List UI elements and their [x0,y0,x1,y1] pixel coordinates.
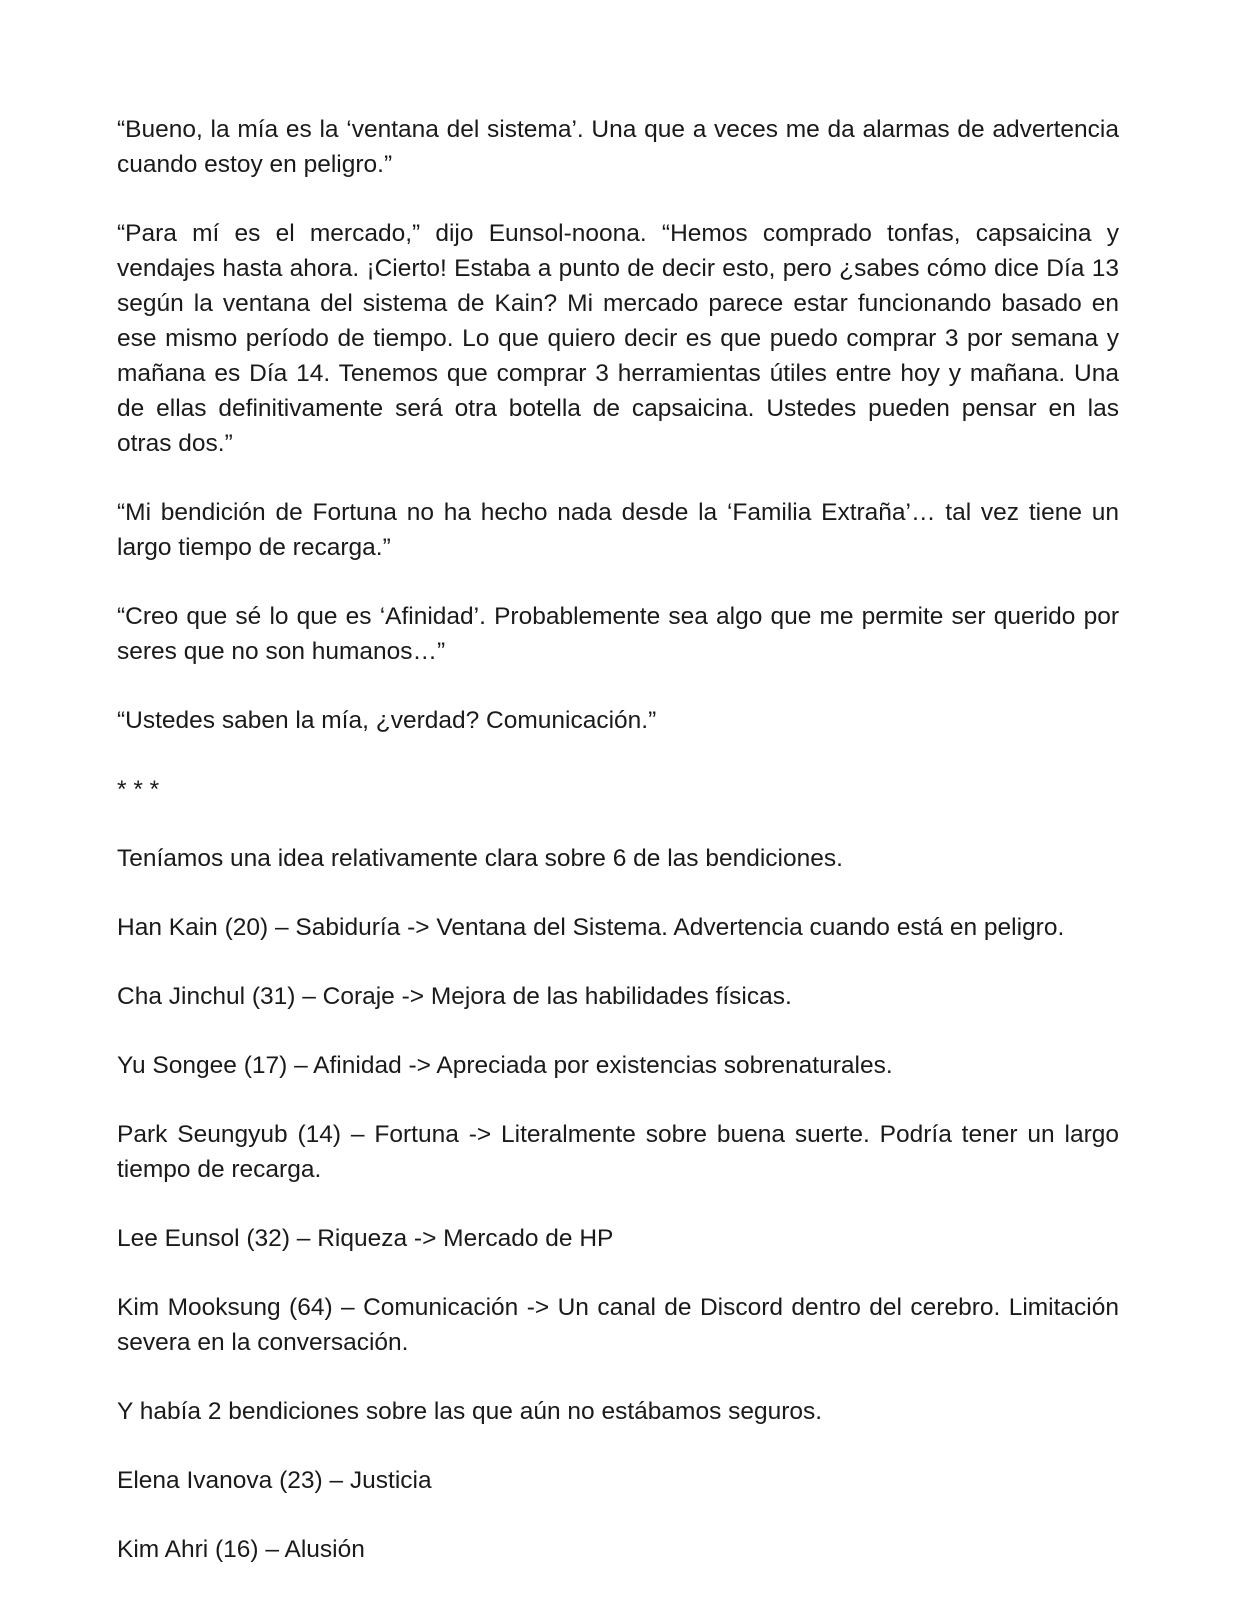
blessing-entry-park-seungyub: Park Seungyub (14) – Fortuna -> Literalmente sobre buena suerte. Podría tener un largo tiempo de recarga. [117,1121,1119,1183]
paragraph-narration-uncertain: Y había 2 bendiciones sobre las que aún no estábamos seguros. [117,1398,823,1425]
paragraph-dialogue-market: “Para mí es el mercado,” dijo Eunsol-noona. “Hemos comprado tonfas, capsaicina y vendajes hasta ahora. ¡Cierto! Estaba a punto de decir esto, pero ¿sabes cómo dice Día 13 según la ventana del sistema de Kain? Mi mercado parece estar funcionando basado en ese mismo período de tiempo. Lo que quiero decir es que puedo comprar 3 por semana y mañana es Día 14. Tenemos que comprar 3 herramientas útiles entre hoy y mañana. Una de ellas definitivamente será otra botella de capsaicina. Ustedes pueden pensar en las otras dos.” [117,220,1119,457]
blessing-entry-cha-jinchul: Cha Jinchul (31) – Coraje -> Mejora de las habilidades físicas. [117,983,792,1010]
blessing-entry-yu-songee: Yu Songee (17) – Afinidad -> Apreciada por existencias sobrenaturales. [117,1052,893,1079]
blessing-entry-kim-mooksung: Kim Mooksung (64) – Comunicación -> Un canal de Discord dentro del cerebro. Limitación severa en la conversación. [117,1294,1119,1356]
blessing-entry-lee-eunsol: Lee Eunsol (32) – Riqueza -> Mercado de HP [117,1225,614,1252]
blessing-entry-han-kain: Han Kain (20) – Sabiduría -> Ventana del Sistema. Advertencia cuando está en peligro. [117,914,1065,941]
paragraph-dialogue-affinity: “Creo que sé lo que es ‘Afinidad’. Probablemente sea algo que me permite ser querido por seres que no son humanos…” [117,603,1119,665]
paragraph-dialogue-communication: “Ustedes saben la mía, ¿verdad? Comunicación.” [117,707,657,734]
paragraph-narration-blessings: Teníamos una idea relativamente clara sobre 6 de las bendiciones. [117,845,843,872]
blessing-entry-kim-ahri: Kim Ahri (16) – Alusión [117,1536,365,1563]
paragraph-dialogue-fortune: “Mi bendición de Fortuna no ha hecho nada desde la ‘Familia Extraña’… tal vez tiene un largo tiempo de recarga.” [117,499,1119,561]
document-page [117,112,1119,1567]
blessing-entry-elena-ivanova: Elena Ivanova (23) – Justicia [117,1467,432,1494]
paragraph-dialogue-system-window: “Bueno, la mía es la ‘ventana del sistema’. Una que a veces me da alarmas de advertencia cuando estoy en peligro.” [117,116,1119,178]
scene-break: * * * [117,776,160,803]
